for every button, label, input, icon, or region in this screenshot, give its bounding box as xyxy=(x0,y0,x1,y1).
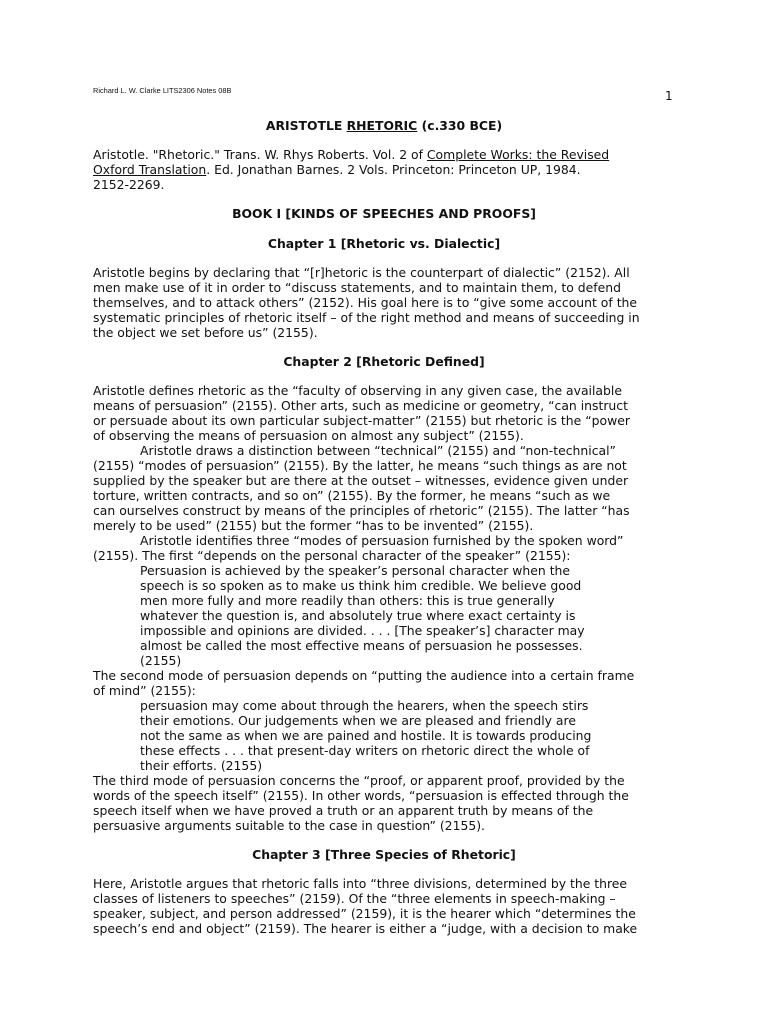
body-line: men make use of it in order to “discuss statements, and to maintain them, to defend xyxy=(93,280,621,295)
body-line: supplied by the speaker but are there at the outset – witnesses, evidence given under xyxy=(93,473,629,488)
quote-line: not the same as when we are pained and hostile. It is towards producing xyxy=(140,728,592,743)
body-line: Aristotle identifies three “modes of persuasion furnished by the spoken word” xyxy=(140,533,624,548)
body-line: of observing the means of persuasion on almost any subject” (2155). xyxy=(93,428,524,443)
body-line: (2155) “modes of persuasion” (2155). By the latter, he means “such things as are not xyxy=(93,458,627,473)
citation-line xyxy=(93,147,609,162)
quote-line: these effects . . . that present-day writers on rhetoric direct the whole of xyxy=(140,743,590,758)
body-line: classes of listeners to speeches” (2159). Of the “three elements in speech-making – xyxy=(93,891,616,906)
body-line: themselves, and to attack others” (2152). His goal here is to “give some account of the xyxy=(93,295,638,310)
title-underlined: RHETORIC xyxy=(346,118,418,133)
body-line: words of the speech itself” (2155). In other words, “persuasion is effected through the xyxy=(93,788,629,803)
body-line: Aristotle begins by declaring that “[r]hetoric is the counterpart of dialectic” (2152). All xyxy=(93,265,630,280)
body-line: Aristotle draws a distinction between “technical” (2155) and “non-technical” xyxy=(140,443,616,458)
citation-line xyxy=(93,162,581,177)
citation-text: Aristotle. "Rhetoric." Trans. W. Rhys Roberts. Vol. 2 of xyxy=(93,147,427,162)
running-head: Richard L. W. Clarke LITS2306 Notes 08B xyxy=(93,86,232,95)
citation-underlined: Complete Works: the Revised xyxy=(426,147,610,162)
quote-line: men more fully and more readily than others: this is true generally xyxy=(140,593,555,608)
citation-text: . Ed. Jonathan Barnes. 2 Vols. Princeton: Princeton UP, 1984. xyxy=(206,162,581,177)
body-line: merely to be used” (2155) but the former “has to be invented” (2155). xyxy=(93,518,534,533)
quote-line: their emotions. Our judgements when we are pleased and friendly are xyxy=(140,713,576,728)
quote-line: Persuasion is achieved by the speaker’s personal character when the xyxy=(140,563,571,578)
quote-line: speech is so spoken as to make us think him credible. We believe good xyxy=(140,578,582,593)
quote-line: whatever the question is, and absolutely true where exact certainty is xyxy=(140,608,576,623)
body-line: can ourselves construct by means of the principles of rhetoric” (2155). The latter “has xyxy=(93,503,630,518)
body-line: The third mode of persuasion concerns the “proof, or apparent proof, provided by the xyxy=(93,773,625,788)
citation-line xyxy=(93,177,164,192)
body-line: means of persuasion” (2155). Other arts, such as medicine or geometry, “can instruct xyxy=(93,398,628,413)
document-title xyxy=(0,118,768,133)
body-line: speech’s end and object” (2159). The hearer is either a “judge, with a decision to make xyxy=(93,921,638,936)
body-line: of mind” (2155): xyxy=(93,683,196,698)
quote-line: persuasion may come about through the hearers, when the speech stirs xyxy=(140,698,589,713)
body-line: torture, written contracts, and so on” (2155). By the former, he means “such as we xyxy=(93,488,611,503)
chapter2-heading: Chapter 2 [Rhetoric Defined] xyxy=(283,354,485,369)
body-line: speaker, subject, and person addressed” (2159), it is the hearer which “determines the xyxy=(93,906,636,921)
body-line: systematic principles of rhetoric itself – of the right method and means of succeeding in xyxy=(93,310,640,325)
quote-line: impossible and opinions are divided. . . . [The speaker’s] character may xyxy=(140,623,585,638)
citation-text: 2152-2269. xyxy=(93,177,165,192)
quote-line: (2155) xyxy=(140,653,182,668)
body-line: (2155). The first “depends on the personal character of the speaker” (2155): xyxy=(93,548,571,563)
body-line: or persuade about its own particular subject-matter” (2155) but rhetoric is the “power xyxy=(93,413,630,428)
title-pre: ARISTOTLE xyxy=(265,118,347,133)
body-line: speech itself when we have proved a truth or an apparent truth by means of the xyxy=(93,803,594,818)
book-heading: BOOK I [KINDS OF SPEECHES AND PROOFS] xyxy=(232,206,536,221)
page-number: 1 xyxy=(665,89,673,103)
body-line: Aristotle defines rhetoric as the “faculty of observing in any given case, the available xyxy=(93,383,622,398)
body-line: persuasive arguments suitable to the case in question” (2155). xyxy=(93,818,485,833)
title-post: (c.330 BCE) xyxy=(417,118,503,133)
citation-underlined: Oxford Translation xyxy=(93,162,207,177)
quote-line: their efforts. (2155) xyxy=(140,758,263,773)
body-line: Here, Aristotle argues that rhetoric falls into “three divisions, determined by the three xyxy=(93,876,628,891)
chapter3-heading: Chapter 3 [Three Species of Rhetoric] xyxy=(252,847,516,862)
body-line: The second mode of persuasion depends on “putting the audience into a certain frame xyxy=(93,668,635,683)
quote-line: almost be called the most effective means of persuasion he possesses. xyxy=(140,638,583,653)
body-line: the object we set before us” (2155). xyxy=(93,325,318,340)
chapter1-heading: Chapter 1 [Rhetoric vs. Dialectic] xyxy=(267,236,501,251)
